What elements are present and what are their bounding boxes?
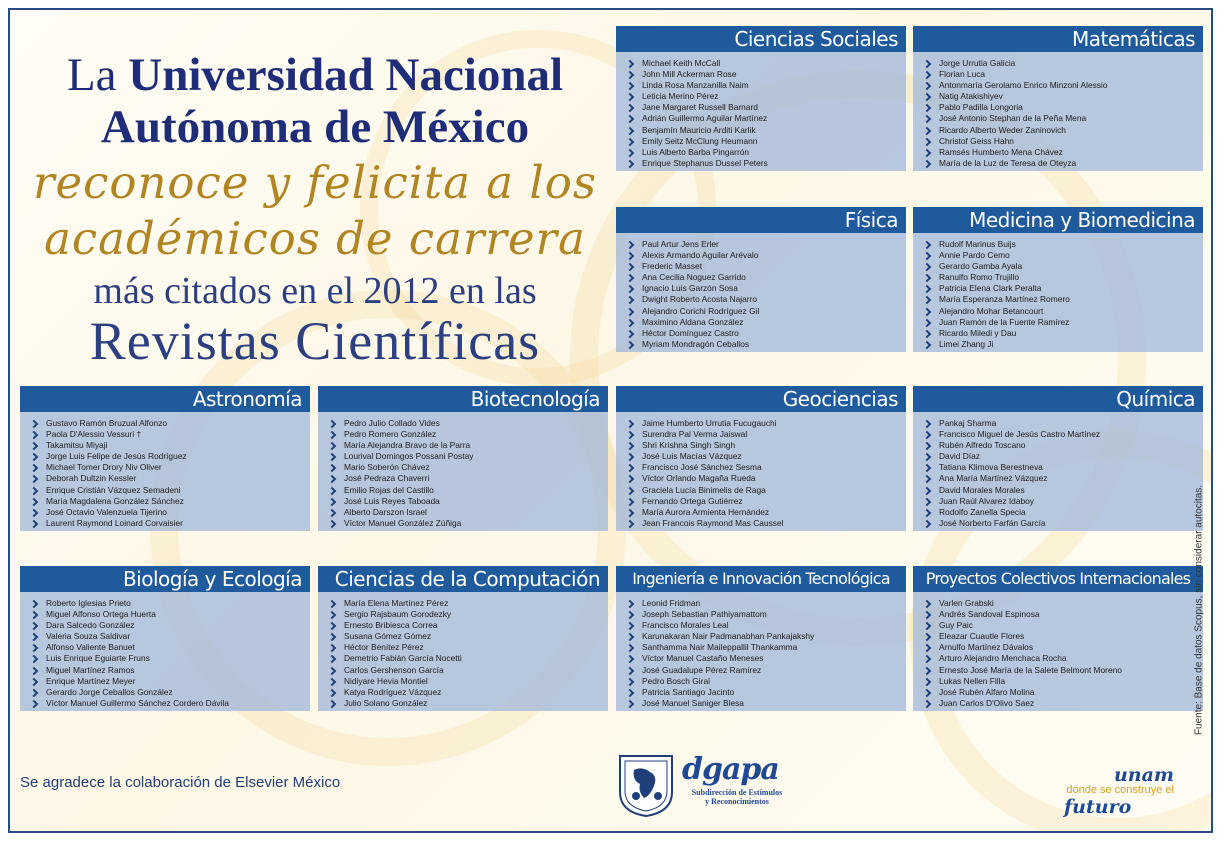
- name-item: Takamitsu Miyaji: [30, 440, 306, 451]
- section-title: Matemáticas: [913, 26, 1203, 52]
- section-box: [616, 386, 906, 531]
- name-item: Ranulfo Romo Trujillo: [923, 272, 1199, 283]
- name-item: Pablo Padilla Longoria: [923, 102, 1199, 113]
- section-title: Astronomía: [20, 386, 310, 412]
- name-list: [913, 233, 1203, 352]
- section-box: [616, 566, 906, 711]
- name-item: Natig Atakishiyev: [923, 91, 1199, 102]
- name-item: Nidiyare Hevia Montiel: [328, 676, 604, 687]
- name-item: Luis Alberto Barba Pingarrón: [626, 147, 902, 158]
- name-item: Mario Soberón Chávez: [328, 462, 604, 473]
- name-item: Pedro Romero González: [328, 429, 604, 440]
- name-item: Rudolf Marinus Buijs: [923, 239, 1199, 250]
- unam-tagline: donde se construye el: [1066, 784, 1174, 796]
- name-item: Ernesto José María de la Salete Belmont Moreno: [923, 665, 1199, 676]
- section-box: [913, 207, 1203, 352]
- name-item: Adrián Guillermo Aguilar Martínez: [626, 113, 902, 124]
- name-item: Susana Gómez Gómez: [328, 631, 604, 642]
- name-item: María Elena Martínez Pérez: [328, 598, 604, 609]
- name-item: Emilio Rojas del Castillo: [328, 485, 604, 496]
- name-item: Annie Pardo Cemo: [923, 250, 1199, 261]
- name-item: Miguel Martínez Ramos: [30, 665, 306, 676]
- name-item: Ignacio Luis Garzón Sosa: [626, 283, 902, 294]
- section-box: [616, 26, 906, 171]
- section-box: [318, 386, 608, 531]
- section-box: [616, 207, 906, 352]
- name-item: Fernando Ortega Gutiérrez: [626, 496, 902, 507]
- name-item: Myriam Mondragón Ceballos: [626, 339, 902, 350]
- name-item: Dara Salcedo González: [30, 620, 306, 631]
- source-note: [1189, 460, 1209, 760]
- name-item: Arnulfo Martínez Dávalos: [923, 642, 1199, 653]
- name-item: Guy Paic: [923, 620, 1199, 631]
- name-item: Miguel Alfonso Ortega Huerta: [30, 609, 306, 620]
- name-item: Santhamma Nair Maileppallil Thankamma: [626, 642, 902, 653]
- name-item: Laurent Raymond Loinard Corvaisier: [30, 518, 306, 529]
- name-item: Rubén Alfredo Toscano: [923, 440, 1199, 451]
- name-item: Jane Margaret Russell Barnard: [626, 102, 902, 113]
- name-item: Joseph Sebastian Pathiyamattom: [626, 609, 902, 620]
- dgapa-logo: [682, 754, 792, 806]
- name-item: Arturo Alejandro Menchaca Rocha: [923, 653, 1199, 664]
- name-item: Dwight Roberto Acosta Najarro: [626, 294, 902, 305]
- title-line-5: más citados en el 2012 en las: [93, 270, 537, 312]
- name-item: Paul Artur Jens Erler: [626, 239, 902, 250]
- name-item: Pedro Julio Collado Vides: [328, 418, 604, 429]
- name-list: [616, 233, 906, 352]
- name-list: [913, 592, 1203, 711]
- name-list: [616, 592, 906, 711]
- name-item: David Díaz: [923, 451, 1199, 462]
- name-item: Emily Seitz McClung Heumann: [626, 136, 902, 147]
- dgapa-sub-1: Subdirección de Estímulos: [691, 788, 783, 797]
- name-item: Juan Ramón de la Fuente Ramírez: [923, 317, 1199, 328]
- name-list: [20, 412, 310, 531]
- name-item: José Antonio Stephan de la Peña Mena: [923, 113, 1199, 124]
- name-item: Luis Enrique Eguiarte Fruns: [30, 653, 306, 664]
- name-item: Carlos Gershenson García: [328, 665, 604, 676]
- name-item: Víctor Manuel Guillermo Sánchez Cordero Dávila: [30, 698, 306, 709]
- name-item: Tatiana Klimova Berestneva: [923, 462, 1199, 473]
- title-line-4: académicos de carrera: [44, 212, 586, 265]
- title-line-3: reconoce y felicita a los: [33, 156, 597, 209]
- name-item: Michael Keith McCall: [626, 58, 902, 69]
- name-item: Ramsés Humberto Mena Chávez: [923, 147, 1199, 158]
- name-item: José Pedraza Chaverri: [328, 473, 604, 484]
- name-item: Benjamín Mauricio Arditi Karlik: [626, 125, 902, 136]
- name-item: María Aurora Armienta Hernández: [626, 507, 902, 518]
- section-title: Biotecnología: [318, 386, 608, 412]
- unam-seal-icon: [616, 752, 676, 818]
- section-title: Proyectos Colectivos Internacionales: [913, 566, 1203, 592]
- section-title: Química: [913, 386, 1203, 412]
- poster: [8, 8, 1213, 833]
- name-item: Enrique Martínez Meyer: [30, 676, 306, 687]
- dgapa-logo-text: dgapa: [682, 752, 779, 787]
- name-item: Ricardo Miledi y Dau: [923, 328, 1199, 339]
- name-list: [616, 412, 906, 531]
- name-item: Sergio Rajsbaum Gorodezky: [328, 609, 604, 620]
- section-box: [318, 566, 608, 711]
- name-item: Surendra Pal Verma Jaiswal: [626, 429, 902, 440]
- name-item: Antonmaría Gerolamo Enrico Minzoni Alessio: [923, 80, 1199, 91]
- unam-future-logo: [1042, 766, 1202, 817]
- section-title: Medicina y Biomedicina: [913, 207, 1203, 233]
- name-item: José Luis Reyes Taboada: [328, 496, 604, 507]
- name-item: Michael Tomer Drory Niv Oliver: [30, 462, 306, 473]
- name-item: José Norberto Farfán García: [923, 518, 1199, 529]
- name-item: Víctor Manuel González Zúñiga: [328, 518, 604, 529]
- name-item: José Guadalupe Pérez Ramírez: [626, 665, 902, 676]
- name-item: María Esperanza Martínez Romero: [923, 294, 1199, 305]
- name-item: Alexis Armando Aguilar Arévalo: [626, 250, 902, 261]
- name-item: Jorge Luis Felipe de Jesús Rodríguez: [30, 451, 306, 462]
- name-item: Frederic Masset: [626, 261, 902, 272]
- name-item: José Octavio Valenzuela Tijerino: [30, 507, 306, 518]
- unam-word: unam: [1113, 764, 1174, 786]
- section-title: Ingeniería e Innovación Tecnológica: [616, 566, 906, 592]
- section-box: [20, 386, 310, 531]
- name-list: [20, 592, 310, 711]
- title-la: La: [66, 49, 117, 101]
- name-item: Rodolfo Zanella Specia: [923, 507, 1199, 518]
- name-item: Francisco Morales Leal: [626, 620, 902, 631]
- name-item: Linda Rosa Manzanilla Naim: [626, 80, 902, 91]
- name-item: Juan Raúl Alvarez Idaboy: [923, 496, 1199, 507]
- name-item: Deborah Dultzin Kessler: [30, 473, 306, 484]
- name-item: Lourival Domingos Possani Postay: [328, 451, 604, 462]
- name-item: Jaime Humberto Urrutia Fucugauchi: [626, 418, 902, 429]
- name-item: José Manuel Saniger Blesa: [626, 698, 902, 709]
- name-item: Jean Francois Raymond Mas Caussel: [626, 518, 902, 529]
- name-item: Shri Krishna Singh Singh: [626, 440, 902, 451]
- name-item: Karunakaran Nair Padmanabhan Pankajakshy: [626, 631, 902, 642]
- name-item: Limei Zhang Ji: [923, 339, 1199, 350]
- name-item: Patricia Elena Clark Peralta: [923, 283, 1199, 294]
- source-text: Fuente: Base de datos Scopus, sin considerar autocitas.: [1193, 484, 1205, 736]
- name-item: Héctor Benítez Pérez: [328, 642, 604, 653]
- title-universidad: Universidad Nacional: [128, 49, 564, 101]
- name-item: Ricardo Alberto Weder Zaninovich: [923, 125, 1199, 136]
- name-item: María Alejandra Bravo de la Parra: [328, 440, 604, 451]
- name-item: José Luis Macías Vázquez: [626, 451, 902, 462]
- name-item: Juan Carlos D'Olivo Saez: [923, 698, 1199, 709]
- name-item: María Magdalena González Sánchez: [30, 496, 306, 507]
- name-item: Francisco José Sánchez Sesma: [626, 462, 902, 473]
- name-item: José Rubén Alfaro Molina: [923, 687, 1199, 698]
- name-item: Demetrio Fabián García Nocetti: [328, 653, 604, 664]
- name-item: Katya Rodríguez Vázquez: [328, 687, 604, 698]
- name-item: Andrés Sandoval Espinosa: [923, 609, 1199, 620]
- name-item: Gustavo Ramón Bruzual Alfonzo: [30, 418, 306, 429]
- name-item: Enrique Stephanus Dussel Peters: [626, 158, 902, 169]
- name-item: Florian Luca: [923, 69, 1199, 80]
- name-item: Eleazar Cuautle Flores: [923, 631, 1199, 642]
- name-item: Maximino Aldana González: [626, 317, 902, 328]
- name-item: Alejandro Corichi Rodríguez Gil: [626, 306, 902, 317]
- name-item: Graciela Lucía Binimelis de Raga: [626, 485, 902, 496]
- title-line-1: [20, 49, 610, 101]
- name-item: Christof Geiss Hahn: [923, 136, 1199, 147]
- section-title: Biología y Ecología: [20, 566, 310, 592]
- name-item: Pankaj Sharma: [923, 418, 1199, 429]
- name-item: Julio Solano González: [328, 698, 604, 709]
- section-title: Ciencias de la Computación: [318, 566, 608, 592]
- dgapa-subtitle: [682, 788, 792, 806]
- name-item: Paola D'Alessio Vessuri †: [30, 429, 306, 440]
- section-box: [913, 386, 1203, 531]
- name-item: Enrique Cristián Vázquez Semadeni: [30, 485, 306, 496]
- name-item: Ana Cecilia Noguez Garrido: [626, 272, 902, 283]
- name-item: John Mill Ackerman Rose: [626, 69, 902, 80]
- name-item: Valeria Souza Saldivar: [30, 631, 306, 642]
- name-item: Varlen Grabski: [923, 598, 1199, 609]
- name-item: Gerardo Jorge Ceballos González: [30, 687, 306, 698]
- section-title: Geociencias: [616, 386, 906, 412]
- name-item: Francisco Miguel de Jesús Castro Martínez: [923, 429, 1199, 440]
- name-item: Lukas Nellen Filla: [923, 676, 1199, 687]
- name-list: [913, 52, 1203, 171]
- name-item: Jorge Urrutia Galicia: [923, 58, 1199, 69]
- name-item: Víctor Orlando Magaña Rueda: [626, 473, 902, 484]
- name-item: Ana María Martínez Vázquez: [923, 473, 1199, 484]
- title-line-6: Revistas Científicas: [89, 311, 541, 371]
- name-list: [913, 412, 1203, 531]
- name-item: Alejandro Mohar Betancourt: [923, 306, 1199, 317]
- name-item: Ernesto Bribiesca Correa: [328, 620, 604, 631]
- name-item: Víctor Manuel Castaño Meneses: [626, 653, 902, 664]
- name-list: [318, 592, 608, 711]
- name-item: Alberto Darszon Israel: [328, 507, 604, 518]
- name-item: Alfonso Valiente Banuet: [30, 642, 306, 653]
- futuro-word: futuro: [1064, 796, 1132, 818]
- name-list: [616, 52, 906, 171]
- section-box: [913, 26, 1203, 171]
- section-title: Ciencias Sociales: [616, 26, 906, 52]
- section-title: Física: [616, 207, 906, 233]
- name-item: Pedro Bosch Giral: [626, 676, 902, 687]
- name-item: Leticia Merino Pérez: [626, 91, 902, 102]
- name-list: [318, 412, 608, 531]
- name-item: Héctor Domínguez Castro: [626, 328, 902, 339]
- section-box: [913, 566, 1203, 711]
- thanks-text: Se agradece la colaboración de Elsevier México: [20, 774, 341, 791]
- name-item: Roberto Iglesias Prieto: [30, 598, 306, 609]
- title-line-2: Autónoma de México: [100, 101, 530, 153]
- name-item: María de la Luz de Teresa de Oteyza: [923, 158, 1199, 169]
- name-item: Leonid Fridman: [626, 598, 902, 609]
- name-item: Patricia Santiago Jacinto: [626, 687, 902, 698]
- name-item: Gerardo Gamba Ayala: [923, 261, 1199, 272]
- name-item: David Morales Morales: [923, 485, 1199, 496]
- dgapa-sub-2: y Reconocimientos: [705, 797, 769, 806]
- section-box: [20, 566, 310, 711]
